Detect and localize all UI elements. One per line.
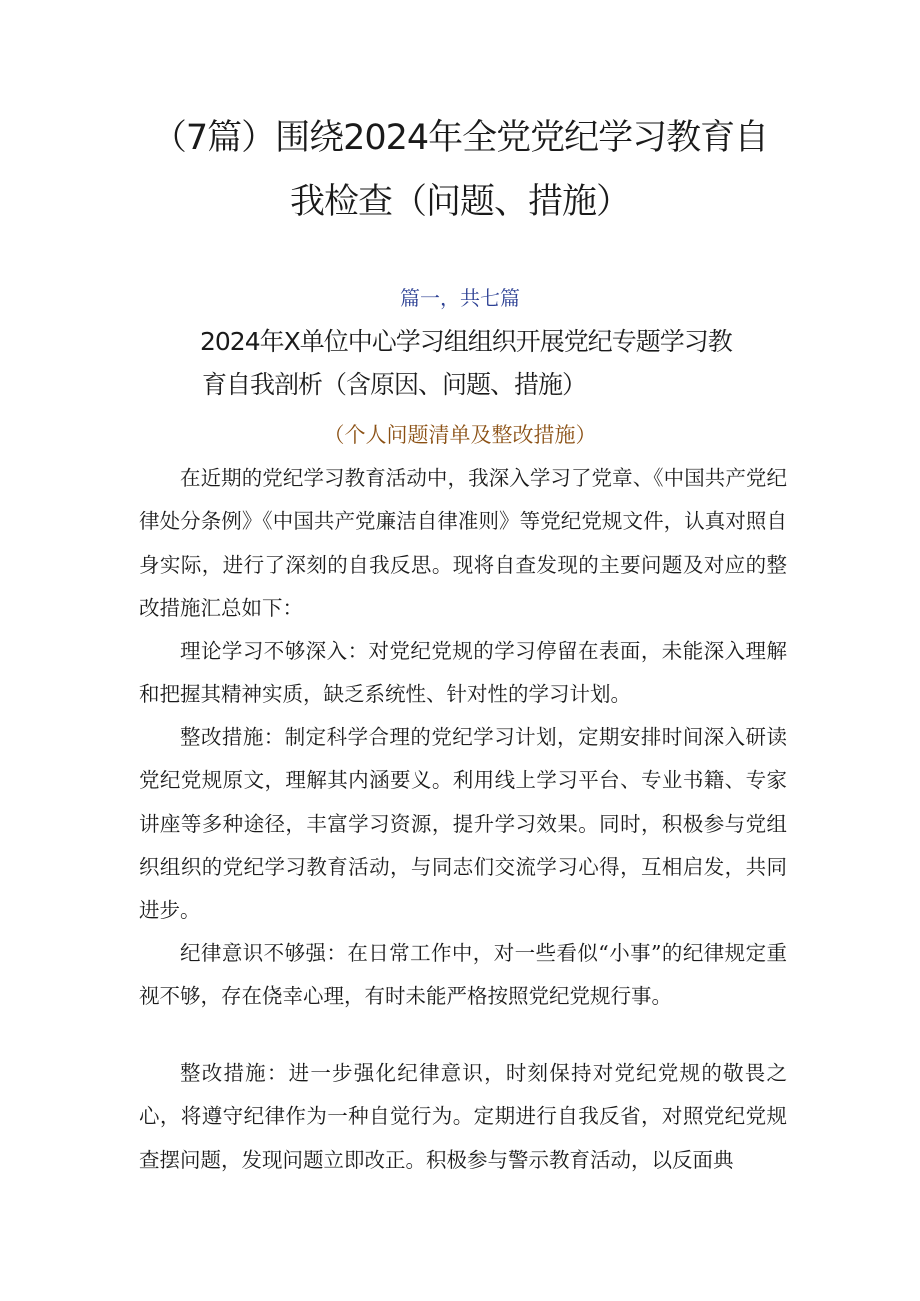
body-paragraph-measure-1: 整改措施：制定科学合理的党纪学习计划，定期安排时间深入研读党纪党规原文，理解其内涵要义。利用线上学习平台、专业书籍、专家讲座等多种途径，丰富学习资源，提升学习效果。同时，积极参与党组织组织的党纪学习教育活动，与同志们交流学习心得，互相启发，共同进步。 — [139, 725, 787, 923]
document-title-line-1: （7篇）围绕2024年全党党纪学习教育自 — [151, 118, 769, 158]
section-subtitle-line-1: 2024年X单位中心学习组组织开展党纪专题学习教 — [200, 327, 732, 356]
body-paragraph-measure-2: 整改措施：进一步强化纪律意识，时刻保持对党纪党规的敬畏之心，将遵守纪律作为一种自觉行为。定期进行自我反省，对照党纪党规查摆问题，发现问题立即改正。积极参与警示教育活动，以反面典 — [139, 1061, 787, 1172]
document-title — [140, 106, 780, 234]
document-title-line-2: 我检查（问题、措施） — [289, 182, 630, 222]
body-paragraph-problem-2: 纪律意识不够强：在日常工作中，对一些看似“小事”的纪律规定重视不够，存在侥幸心理，有时未能严格按照党纪党规行事。 — [139, 941, 787, 1009]
section-subtitle — [200, 320, 800, 406]
body-paragraph-intro: 在近期的党纪学习教育活动中，我深入学习了党章、《中国共产党纪律处分条例》《中国共产党廉洁自律准则》等党纪党规文件，认真对照自身实际，进行了深刻的自我反思。现将自查发现的主要问题及对应的整改措施汇总如下： — [139, 466, 787, 620]
section-note: （个人问题清单及整改措施） — [323, 423, 597, 447]
section-label: 篇一，共七篇 — [400, 286, 520, 310]
body-paragraph-problem-1: 理论学习不够深入：对党纪党规的学习停留在表面，未能深入理解和把握其精神实质，缺乏系统性、针对性的学习计划。 — [139, 639, 787, 707]
section-subtitle-line-2: 育自我剖析（含原因、问题、措施） — [202, 370, 587, 399]
